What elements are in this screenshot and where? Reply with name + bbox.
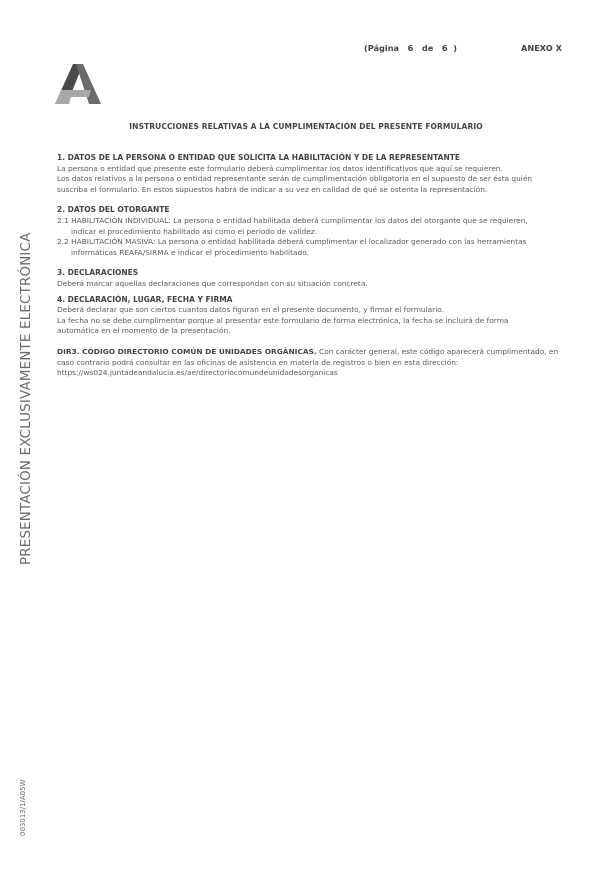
dir3-line: caso contrario podrá consultar en las oficinas de asistencia en materia de registros o bien en esta dirección:	[57, 357, 459, 367]
annex-label: ANEXO X	[521, 43, 562, 53]
section-2-line: 2.2 HABILITACIÓN MASIVA: La persona o entidad habilitada deberá cumplimentar el localizador generado con las herramientas	[57, 237, 527, 247]
vertical-presentation-label: PRESENTACIÓN EXCLUSIVAMENTE ELECTRÓNICA	[19, 232, 34, 565]
page-indicator: (Página 6 de 6 )	[364, 43, 457, 53]
dir3-first-line	[57, 347, 557, 358]
section-3-title: 3. DECLARACIONES	[57, 268, 139, 278]
instructions-body	[57, 153, 557, 379]
section-4-line: automática en el momento de la presentación.	[57, 326, 231, 336]
junta-logo	[55, 64, 101, 104]
dir3-title: DIR3. CÓDIGO DIRECTORIO COMÚN DE UNIDADES ORGÁNICAS.	[57, 346, 317, 356]
section-dir3	[57, 347, 557, 379]
section-2-title: 2. DATOS DEL OTORGANTE	[57, 205, 170, 215]
section-4-title: 4. DECLARACIÓN, LUGAR, FECHA Y FIRMA	[57, 294, 233, 304]
section-1-line: suscriba el formulario. En estos supuestos habrá de indicar a su vez en calidad de qué se ostenta la representación.	[57, 184, 488, 194]
section-1	[57, 153, 557, 195]
section-4-line: La fecha no se debe cumplimentar porque al presentar este formulario de forma electrónica, la fecha se incluirá de forma	[57, 315, 509, 325]
section-3-line: Deberá marcar aquellas declaraciones que correspondan con su situación concreta.	[57, 278, 368, 288]
section-4-line: Deberá declarar que son ciertos cuantos datos figuran en el presente documento, y firmar el formulario.	[57, 305, 444, 315]
section-2-line: 2.1 HABILITACIÓN INDIVIDUAL: La persona o entidad habilitada deberá cumplimentar los datos del otorgante que se requieren,	[57, 215, 528, 225]
dir3-text: Con carácter general, este código aparecerá cumplimentado, en	[316, 346, 559, 356]
document-title: INSTRUCCIONES RELATIVAS A LA CUMPLIMENTACIÓN DEL PRESENTE FORMULARIO	[129, 122, 483, 131]
form-code: 003013/1/A05W	[19, 779, 27, 836]
section-1-line: La persona o entidad que presente este formulario deberá cumplimentar los datos identificativos que aquí se requieren.	[57, 163, 503, 173]
section-3	[57, 268, 557, 289]
section-2	[57, 205, 557, 258]
section-2-line: informáticas REAFA/SIRMA e indicar el procedimiento habilitado.	[71, 247, 309, 257]
section-4	[57, 295, 557, 337]
section-1-title: 1. DATOS DE LA PERSONA O ENTIDAD QUE SOLICITA LA HABILITACIÓN Y DE LA REPRESENTANTE	[57, 153, 460, 162]
dir3-url: https://ws024.juntadeandalucia.es/ae/directoriocomundeunidadesorganicas	[57, 368, 338, 378]
section-2-line: indicar el procedimiento habilitado así como el periodo de validez.	[71, 226, 318, 236]
section-1-line: Los datos relativos a la persona o entidad representante serán de cumplimentación obligatoria en el supuesto de ser ésta quién	[57, 174, 533, 184]
